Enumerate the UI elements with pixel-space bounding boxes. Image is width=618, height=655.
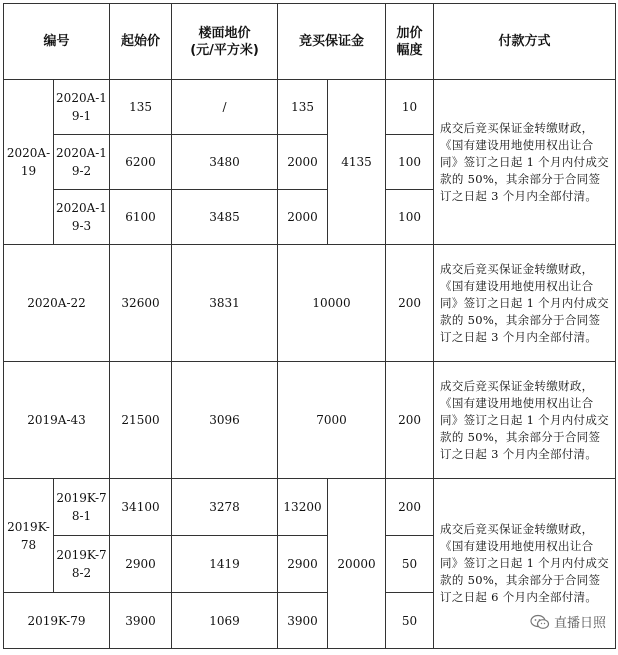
id-cell: 2019A-43 (4, 362, 110, 479)
deposit-cell: 13200 (278, 479, 328, 536)
floor-price-cell: 3480 (172, 135, 278, 190)
start-price-cell: 21500 (110, 362, 172, 479)
header-floor-price-l2: (元/平方米) (190, 42, 259, 58)
header-floor-price (172, 4, 278, 80)
floor-price-cell: / (172, 80, 278, 135)
header-start-price: 起始价 (110, 4, 172, 80)
sub-id-cell: 2019K-78-1 (54, 479, 110, 536)
start-price-cell: 6200 (110, 135, 172, 190)
floor-price-cell: 3485 (172, 190, 278, 245)
increment-cell: 50 (386, 593, 434, 649)
increment-cell: 10 (386, 80, 434, 135)
table-row (4, 479, 616, 536)
deposit-cell: 3900 (278, 593, 328, 649)
increment-cell: 100 (386, 135, 434, 190)
header-id: 编号 (4, 4, 110, 80)
deposit-cell: 2900 (278, 536, 328, 593)
payment-cell: 成交后竞买保证金转缴财政，《国有建设用地使用权出让合同》签订之日起 1 个月内付成交款的 50%，其余部分于合同签订之日起 3 个月内全部付清。 (434, 80, 616, 245)
start-price-cell: 2900 (110, 536, 172, 593)
increment-cell: 200 (386, 362, 434, 479)
floor-price-cell: 1069 (172, 593, 278, 649)
header-floor-price-l1: 楼面地价 (198, 25, 251, 41)
deposit-cell: 7000 (278, 362, 386, 479)
sub-id-cell: 2020A-19-3 (54, 190, 110, 245)
deposit-cell: 2000 (278, 135, 328, 190)
table-row (4, 245, 616, 362)
deposit-cell: 2000 (278, 190, 328, 245)
watermark-text: 直播日照 (553, 616, 606, 631)
header-increment (386, 4, 434, 80)
increment-cell: 100 (386, 190, 434, 245)
sub-id-cell: 2019K-78-2 (54, 536, 110, 593)
header-row (4, 4, 616, 80)
table-row (4, 80, 616, 135)
wechat-icon (530, 614, 550, 630)
table-row (4, 362, 616, 479)
deposit-total-cell: 4135 (328, 80, 386, 245)
header-payment: 付款方式 (434, 4, 616, 80)
watermark (530, 612, 606, 631)
increment-cell: 200 (386, 479, 434, 536)
start-price-cell: 32600 (110, 245, 172, 362)
header-increment-l1: 加价 (396, 25, 423, 41)
land-auction-table (3, 3, 616, 649)
id-cell: 2019K-79 (4, 593, 110, 649)
header-increment-l2: 幅度 (396, 42, 423, 58)
start-price-cell: 34100 (110, 479, 172, 536)
floor-price-cell: 3096 (172, 362, 278, 479)
floor-price-cell: 3831 (172, 245, 278, 362)
start-price-cell: 135 (110, 80, 172, 135)
payment-cell: 成交后竞买保证金转缴财政，《国有建设用地使用权出让合同》签订之日起 1 个月内付成交款的 50%，其余部分于合同签订之日起 3 个月内全部付清。 (434, 245, 616, 362)
start-price-cell: 3900 (110, 593, 172, 649)
increment-cell: 50 (386, 536, 434, 593)
group-id-cell: 2020A-19 (4, 80, 54, 245)
payment-cell: 成交后竞买保证金转缴财政，《国有建设用地使用权出让合同》签订之日起 1 个月内付成交款的 50%，其余部分于合同签订之日起 6 个月内全部付清。 (434, 479, 616, 649)
start-price-cell: 6100 (110, 190, 172, 245)
id-cell: 2020A-22 (4, 245, 110, 362)
deposit-cell: 10000 (278, 245, 386, 362)
deposit-total-cell: 20000 (328, 479, 386, 649)
sub-id-cell: 2020A-19-2 (54, 135, 110, 190)
group-id-cell: 2019K-78 (4, 479, 54, 593)
increment-cell: 200 (386, 245, 434, 362)
deposit-cell: 135 (278, 80, 328, 135)
floor-price-cell: 3278 (172, 479, 278, 536)
header-deposit: 竞买保证金 (278, 4, 386, 80)
payment-cell: 成交后竞买保证金转缴财政，《国有建设用地使用权出让合同》签订之日起 1 个月内付成交款的 50%，其余部分于合同签订之日起 3 个月内全部付清。 (434, 362, 616, 479)
floor-price-cell: 1419 (172, 536, 278, 593)
sub-id-cell: 2020A-19-1 (54, 80, 110, 135)
